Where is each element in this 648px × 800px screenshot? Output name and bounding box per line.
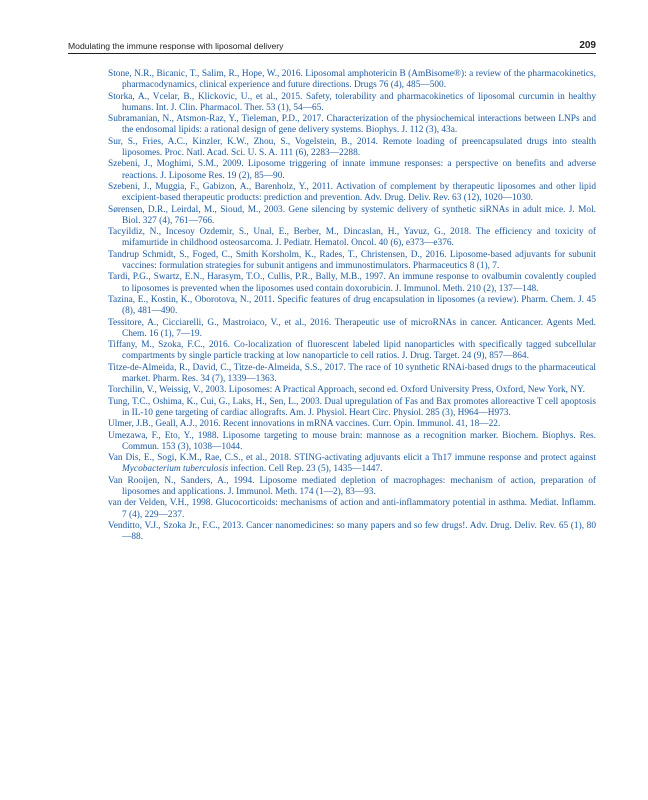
- reference-item[interactable]: Sørensen, D.R., Leirdal, M., Sioud, M., 2003. Gene silencing by systemic delivery of synthetic siRNAs in adult mice. J. Mol. Biol. 327 (4), 761—766.: [108, 204, 596, 226]
- reference-item[interactable]: Ulmer, J.B., Geall, A.J., 2016. Recent innovations in mRNA vaccines. Curr. Opin. Immunol. 41, 18—22.: [108, 419, 501, 430]
- reference-item[interactable]: Szebeni, J., Muggia, F., Gabizon, A., Barenholz, Y., 2011. Activation of complement by therapeutic liposomes and other lipid excipient-based therapeutic products: prediction and prevention. Adv. Drug. Deliv. Rev. 63 (12), 1020—1030.: [108, 181, 596, 204]
- running-head: [68, 40, 596, 54]
- reference-item[interactable]: Tiffany, M., Szoka, F.C., 2016. Co-localization of fluorescent labeled lipid nanoparticles with specifically tagged subcellular compartments by single particle tracking at low nanoparticle to cell ratios. J. Drug. Target. 24 (9), 857—864.: [108, 340, 596, 362]
- reference-item[interactable]: Subramanian, N., Atsmon-Raz, Y., Tieleman, P.D., 2017. Characterization of the physiochemical interactions between LNPs and the endosomal lipids: a rational design of gene delivery systems. Biophys. J. 112 (3), 43a.: [108, 114, 596, 136]
- reference-list: [108, 69, 596, 543]
- running-title: Modulating the immune response with liposomal delivery: [68, 41, 284, 51]
- reference-item[interactable]: Szebeni, J., Moghimi, S.M., 2009. Liposome triggering of innate immune responses: a perspective on benefits and adverse reactions. J. Liposome Res. 19 (2), 85—90.: [108, 159, 596, 181]
- reference-item[interactable]: Tacyildiz, N., Incesoy Ozdemir, S., Unal, E., Berber, M., Dincaslan, H., Yavuz, G., 2018. The efficiency and toxicity of mifamurtide in childhood osteosarcoma. J. Pediatr. Hematol. Oncol. 40 (6), e373—e376.: [108, 227, 596, 249]
- reference-text-after: infection. Cell Rep. 23 (5), 1435—1447.: [228, 464, 383, 475]
- species-name: Mycobacterium tuberculosis: [122, 464, 229, 475]
- reference-item[interactable]: Stone, N.R., Bicanic, T., Salim, R., Hope, W., 2016. Liposomal amphotericin B (AmBisome®): a review of the pharmacokinetics, pharmacodynamics, clinical experience and future directions. Drugs 76 (4), 485—500.: [108, 69, 596, 91]
- reference-item[interactable]: Storka, A., Vcelar, B., Klickovic, U., et al., 2015. Safety, tolerability and pharmacokinetics of liposomal curcumin in healthy humans. Int. J. Clin. Pharmacol. Ther. 53 (1), 54—65.: [108, 91, 596, 113]
- reference-item[interactable]: Sur, S., Fries, A.C., Kinzler, K.W., Zhou, S., Vogelstein, B., 2014. Remote loading of preencapsulated drugs into stealth liposomes. Proc. Natl. Acad. Sci. U. S. A. 111 (6), 2283—2288.: [108, 136, 596, 159]
- reference-item[interactable]: Tazina, E., Kostin, K., Oborotova, N., 2011. Specific features of drug encapsulation in liposomes (a review). Pharm. Chem. J. 45 (8), 481—490.: [108, 294, 596, 317]
- reference-item[interactable]: van der Velden, V.H., 1998. Glucocorticoids: mechanisms of action and anti-inflammatory potential in asthma. Mediat. Inflamm. 7 (4), 229—237.: [108, 498, 596, 520]
- page-number: 209: [579, 40, 596, 51]
- reference-item[interactable]: Tardi, P.G., Swartz, E.N., Harasym, T.O., Cullis, P.R., Bally, M.B., 1997. An immune response to ovalbumin covalently coupled to liposomes is prevented when the liposomes used contain doxorubicin. J. Immunol. Meth. 210 (2), 137—148.: [108, 272, 596, 294]
- reference-item[interactable]: Tandrup Schmidt, S., Foged, C., Smith Korsholm, K., Rades, T., Christensen, D., 2016. Liposome-based adjuvants for subunit vaccines: formulation strategies for subunit antigens and immunostimulators. Pharmaceutics 8 (1), 7.: [108, 249, 596, 272]
- reference-item[interactable]: [108, 453, 596, 476]
- reference-item[interactable]: Venditto, V.J., Szoka Jr., F.C., 2013. Cancer nanomedicines: so many papers and so few drugs!. Adv. Drug. Deliv. Rev. 65 (1), 80—88.: [108, 520, 596, 543]
- reference-item[interactable]: Van Rooijen, N., Sanders, A., 1994. Liposome mediated depletion of macrophages: mechanism of action, preparation of liposomes and applications. J. Immunol. Meth. 174 (1—2), 83—93.: [108, 475, 596, 497]
- reference-item[interactable]: Tung, T.C., Oshima, K., Cui, G., Laks, H., Sen, L., 2003. Dual upregulation of Fas and Bax promotes alloreactive T cell apoptosis in IL-10 gene targeting of cardiac allografts. Am. J. Physiol. Heart Circ. Physiol. 285 (3), H964—H973.: [108, 396, 596, 418]
- reference-text-before: Van Dis, E., Sogi, K.M., Rae, C.S., et al., 2018. STING-activating adjuvants elicit a Th17 immune response and protect against: [108, 453, 596, 464]
- reference-item[interactable]: Umezawa, F., Eto, Y., 1988. Liposome targeting to mouse brain: mannose as a recognition marker. Biochem. Biophys. Res. Commun. 153 (3), 1038—1044.: [108, 430, 596, 452]
- reference-item[interactable]: Titze-de-Almeida, R., David, C., Titze-de-Almeida, S.S., 2017. The race of 10 synthetic RNAi-based drugs to the pharmaceutical market. Pharm. Res. 34 (7), 1339—1363.: [108, 362, 596, 385]
- reference-item[interactable]: Tessitore, A., Cicciarelli, G., Mastroiaco, V., et al., 2016. Therapeutic use of microRNAs in cancer. Anticancer. Agents Med. Chem. 16 (1), 7—19.: [108, 317, 596, 339]
- reference-item[interactable]: Torchilin, V., Weissig, V., 2003. Liposomes: A Practical Approach, second ed. Oxford University Press, Oxford, New York, NY.: [108, 385, 585, 396]
